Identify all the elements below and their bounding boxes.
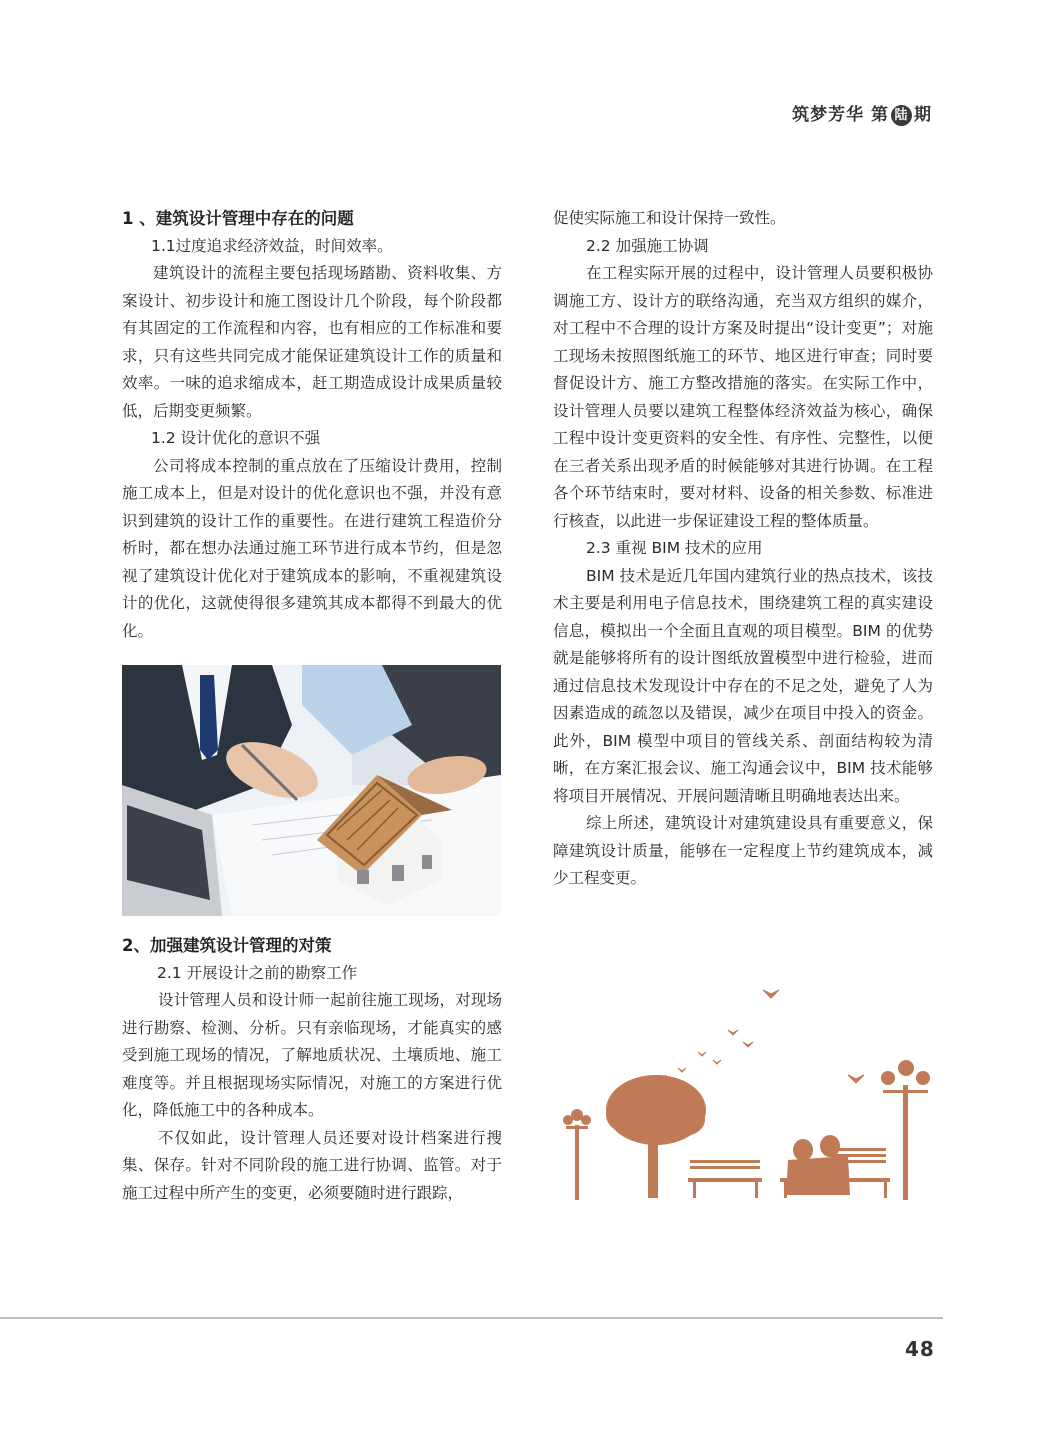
- footer-rule: [0, 1317, 943, 1319]
- paragraph: 建筑设计的流程主要包括现场踏勘、资料收集、方案设计、初步设计和施工图设计几个阶段，每个阶段都有其固定的工作流程和内容，也有相应的工作标准和要求，只有这些共同完成才能保证建筑设计工作的质量和效率。一味的追求缩成本，赶工期造成设计成果质量较低，后期变更频繁。: [122, 264, 502, 420]
- issue-prefix: 第: [871, 105, 889, 125]
- paragraph: 在工程实际开展的过程中，设计管理人员要积极协调施工方、设计方的联络沟通，充当双方组织的媒介，对工程中不合理的设计方案及时提出“设计变更”；对施工现场未按照图纸施工的环节、地区进行审查；同时要督促设计方、施工方整改措施的落实。在实际工作中，设计管理人员要以建筑工程整体经济效益为核心，确保工程中设计变更资料的安全性、有序性、完整性，以便在三者关系出现矛盾的时候能够对其进行协调。在工程各个环节结束时，要对材料、设备的相关参数、标准进行核查，以此进一步保证建设工程的整体质量。: [553, 264, 933, 530]
- page-number: 48: [905, 1337, 935, 1361]
- subheading-2-1: 2.1 开展设计之前的勘察工作: [157, 963, 358, 982]
- subheading-2-2: 2.2 加强施工协调: [586, 236, 709, 255]
- magazine-header: [792, 100, 932, 126]
- paragraph: 综上所述，建筑设计对建筑建设具有重要意义，保障建筑设计质量，能够在一定程度上节约建筑成本，减少工程变更。: [553, 814, 933, 887]
- magazine-title: 筑梦芳华: [792, 105, 865, 125]
- issue-number-badge: 陆: [891, 105, 912, 126]
- illustration-graphic: [548, 980, 948, 1205]
- paragraph-continued: 促使实际施工和设计保持一致性。: [553, 209, 786, 227]
- park-bench-tree-illustration: [548, 980, 948, 1205]
- paragraph: 设计管理人员和设计师一起前往施工现场，对现场进行勘察、检测、分析。只有亲临现场，才能真实的感受到施工现场的情况，了解地质状况、土壤质地、施工难度等。并且根据现场实际情况，对施工的方案进行优化，降低施工中的各种成本。: [122, 991, 502, 1119]
- section-heading-2: 2、加强建筑设计管理的对策: [122, 936, 332, 955]
- subheading-1-2: 1.2 设计优化的意识不强: [151, 429, 321, 447]
- paragraph: 不仅如此，设计管理人员还要对设计档案进行搜集、保存。针对不同阶段的施工进行协调、监管。对于施工过程中所产生的变更，必须要随时进行跟踪，: [122, 1128, 502, 1202]
- left-column-lower: [122, 932, 502, 1207]
- left-column: [122, 205, 502, 645]
- right-column: [553, 205, 933, 893]
- paragraph: 公司将成本控制的重点放在了压缩设计费用，控制施工成本上，但是对设计的优化意识也不强，并没有意识到建筑的设计工作的重要性。在进行建筑工程造价分析时，都在想办法通过施工环节进行成本节约，但是忽视了建筑设计优化对于建筑成本的影响，不重视建筑设计的优化，这就使得很多建筑其成本都得不到最大的优化。: [122, 456, 502, 640]
- architect-house-model-photo: [122, 665, 501, 916]
- subheading-2-3: 2.3 重视 BIM 技术的应用: [586, 539, 763, 557]
- photo-graphic: [122, 665, 501, 916]
- issue-suffix: 期: [914, 105, 932, 125]
- paragraph: BIM 技术是近几年国内建筑行业的热点技术，该技术主要是利用电子信息技术，围绕建筑工程的真实建设信息，模拟出一个全面且直观的项目模型。BIM 的优势就是能够将所有的设计图纸放置模型中进行检验，进而通过信息技术发现设计中存在的不足之处，避免了人为因素造成的疏忽以及错误，减少在项目中投入的资金。此外，BIM 模型中项目的管线关系、剖面结构较为清晰，在方案汇报会议、施工沟通会议中，BIM 技术能够将项目开展情况、开展问题清晰且明确地表达出来。: [553, 566, 933, 805]
- section-heading-1: 1 、建筑设计管理中存在的问题: [122, 209, 354, 228]
- subheading-1-1: 1.1过度追求经济效益，时间效率。: [151, 236, 393, 255]
